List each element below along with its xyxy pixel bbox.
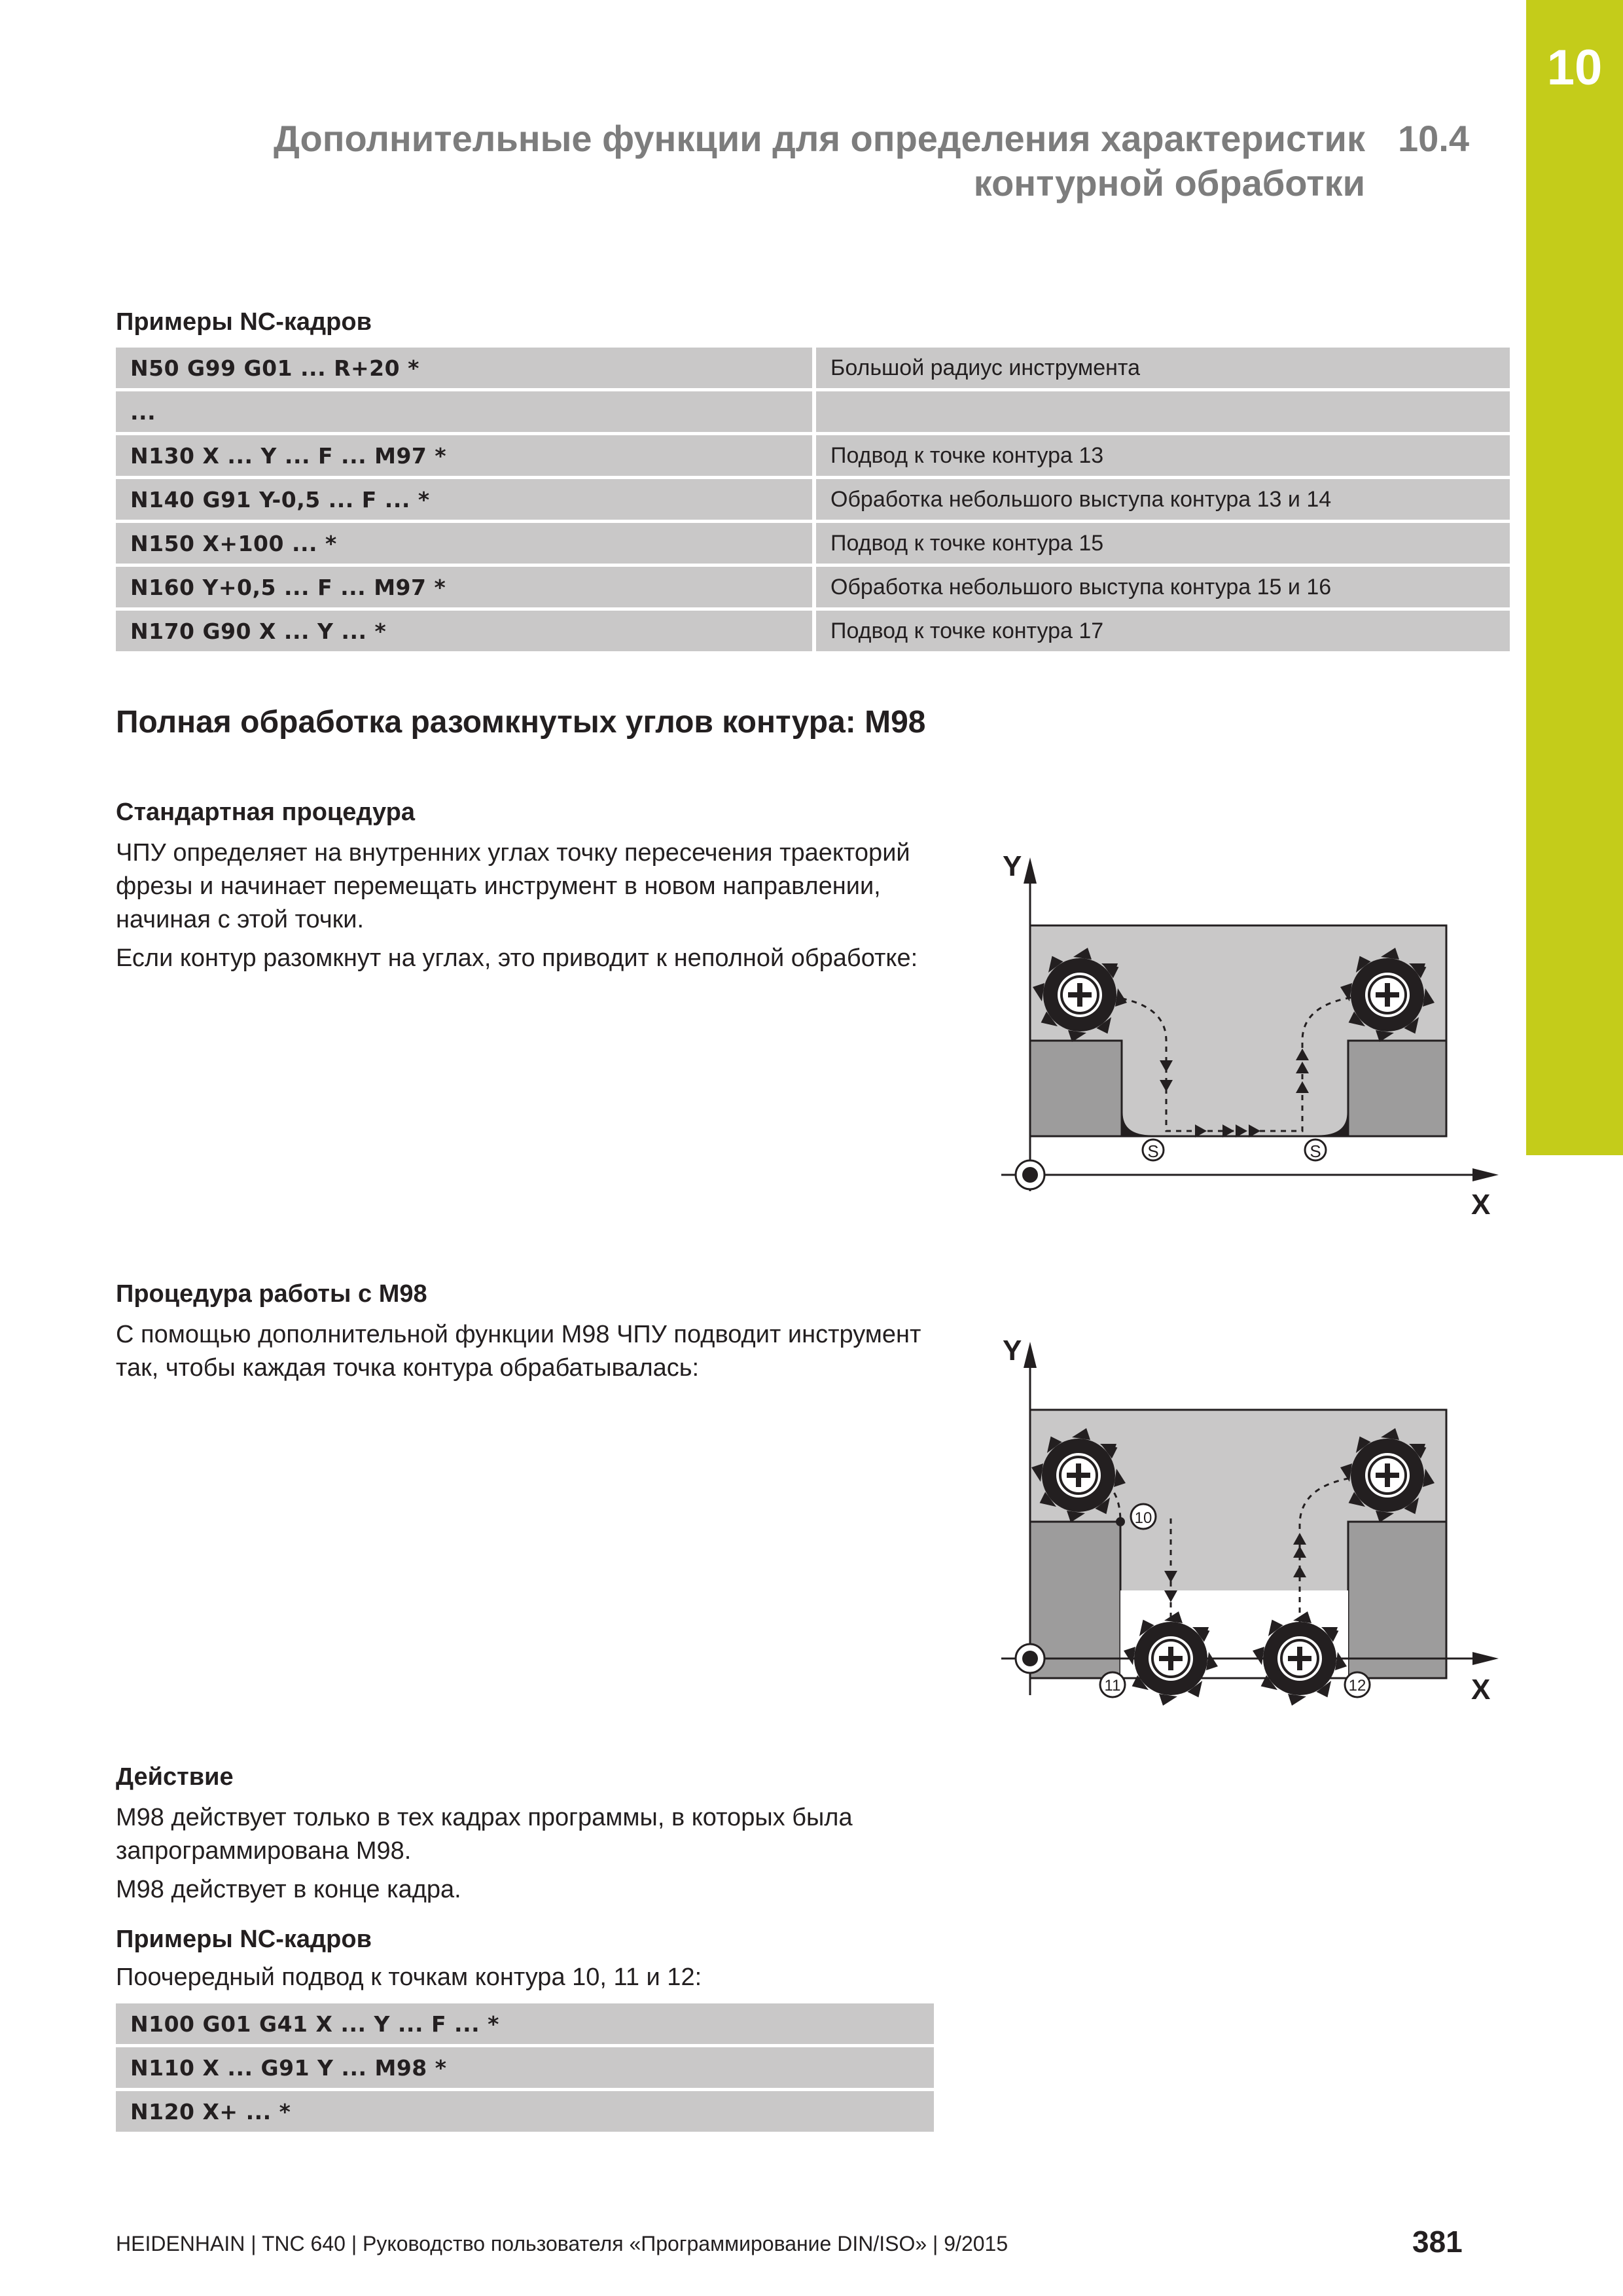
section-title — [274, 117, 1365, 206]
nc-examples-table-2 — [116, 2000, 934, 2135]
nc-code-cell: N110 X ... G91 Y ... M98 * — [116, 2047, 934, 2088]
m98-procedure-text — [116, 1318, 947, 1385]
svg-text:12: 12 — [1348, 1677, 1366, 1695]
nc-comment-cell — [816, 391, 1510, 432]
table-row — [116, 2047, 934, 2088]
table-row — [116, 523, 1510, 564]
x-axis-label: X — [1471, 1674, 1491, 1706]
nc-comment-cell: Подвод к точке контура 13 — [816, 435, 1510, 476]
footer-text: HEIDENHAIN | TNC 640 | Руководство пользователя «Программирование DIN/ISO» | 9/2015 — [116, 2232, 1008, 2255]
table-row — [116, 348, 1510, 388]
contour-point-label-11 — [1100, 1672, 1125, 1697]
svg-text:11: 11 — [1104, 1677, 1121, 1695]
chapter-number: 10 — [1546, 40, 1603, 96]
nc-comment-cell: Подвод к точке контура 15 — [816, 523, 1510, 564]
svg-text:S: S — [1147, 1141, 1159, 1161]
chapter-tab — [1526, 0, 1623, 1155]
paragraph: M98 действует только в тех кадрах программы, в которых была запрограммирована M98. — [116, 1804, 853, 1865]
table-row — [116, 2003, 934, 2044]
x-axis-label: X — [1471, 1189, 1491, 1221]
paragraph: С помощью дополнительной функции M98 ЧПУ подводит инструмент так, чтобы каждая точка контура обрабатывалась: — [116, 1321, 921, 1382]
m98-procedure-heading: Процедура работы с M98 — [116, 1280, 427, 1308]
nc-code-cell: N170 G90 X ... Y ... * — [116, 611, 812, 651]
paragraph: Если контур разомкнут на углах, это приводит к неполной обработке: — [116, 944, 918, 972]
nc-examples-table — [116, 344, 1510, 655]
table-row — [116, 479, 1510, 520]
contour-point-label-10 — [1131, 1504, 1156, 1529]
section-title-line2: контурной обработки — [973, 162, 1365, 204]
nc-examples-heading-2: Примеры NC-кадров — [116, 1926, 372, 1953]
y-axis-label: Y — [1003, 1335, 1022, 1367]
table-row — [116, 567, 1510, 607]
nc-examples-intro: Поочередный подвод к точкам контура 10, 11 и 12: — [116, 1964, 702, 1991]
table-row — [116, 2091, 934, 2132]
nc-comment-cell: Обработка небольшого выступа контура 13 и 14 — [816, 479, 1510, 520]
page-number: 381 — [1412, 2225, 1463, 2259]
y-axis-label: Y — [1003, 850, 1022, 882]
x-axis — [1001, 1168, 1499, 1221]
contour-point — [1116, 1517, 1125, 1526]
effect-text — [116, 1801, 947, 1907]
section-title-line1: Дополнительные функции для определения характеристик — [273, 118, 1365, 159]
nc-examples-heading: Примеры NC-кадров — [116, 308, 372, 336]
nc-code-cell: N130 X ... Y ... F ... M97 * — [116, 435, 812, 476]
effect-heading: Действие — [116, 1763, 234, 1791]
nc-code-cell: ... — [116, 391, 812, 432]
origin-icon — [1016, 1644, 1044, 1673]
nc-code-cell: N160 Y+0,5 ... F ... M97 * — [116, 567, 812, 607]
section-number: 10.4 — [1398, 118, 1469, 159]
nc-comment-cell: Обработка небольшого выступа контура 15 и 16 — [816, 567, 1510, 607]
intersection-marker — [1305, 1139, 1326, 1161]
table-row — [116, 435, 1510, 476]
nc-comment-cell: Большой радиус инструмента — [816, 348, 1510, 388]
nc-code-cell: N120 X+ ... * — [116, 2091, 934, 2132]
m98-section-heading: Полная обработка разомкнутых углов контура: M98 — [116, 705, 926, 740]
figure-standard-procedure — [982, 844, 1518, 1237]
paragraph: ЧПУ определяет на внутренних углах точку пересечения траекторий фрезы и начинает перемещать инструмент в новом направлении, начиная с этой точки. — [116, 839, 910, 933]
nc-comment-cell: Подвод к точке контура 17 — [816, 611, 1510, 651]
nc-code-cell: N100 G01 G41 X ... Y ... F ... * — [116, 2003, 934, 2044]
svg-text:S: S — [1310, 1141, 1321, 1161]
standard-procedure-heading: Стандартная процедура — [116, 798, 415, 826]
figure-m98-procedure — [982, 1329, 1518, 1721]
standard-procedure-text — [116, 836, 947, 975]
nc-code-cell: N140 G91 Y-0,5 ... F ... * — [116, 479, 812, 520]
svg-text:10: 10 — [1134, 1509, 1152, 1527]
nc-code-cell: N150 X+100 ... * — [116, 523, 812, 564]
table-row — [116, 391, 1510, 432]
origin-icon — [1016, 1160, 1044, 1189]
paragraph: M98 действует в конце кадра. — [116, 1876, 461, 1903]
contour-point-label-12 — [1345, 1672, 1370, 1697]
intersection-marker — [1143, 1139, 1164, 1161]
nc-code-cell: N50 G99 G01 ... R+20 * — [116, 348, 812, 388]
table-row — [116, 611, 1510, 651]
